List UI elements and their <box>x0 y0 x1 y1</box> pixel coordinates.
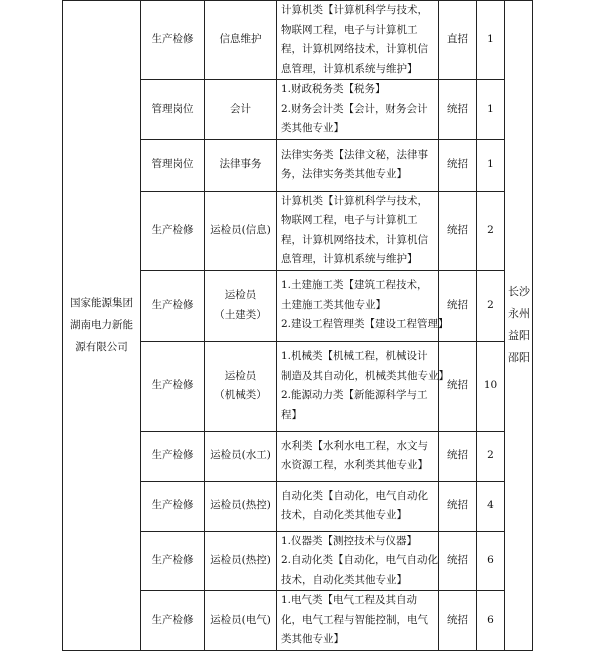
requirement-cell <box>277 481 439 531</box>
text-line: 息管理，计算机系统与维护】 <box>281 253 418 265</box>
text-line: 程，计算机网络技术，计算机信 <box>281 43 428 55</box>
position-cell <box>205 431 277 481</box>
text-line: 永州 <box>508 307 530 321</box>
count-cell: 2 <box>477 191 505 270</box>
text-line: 长沙 <box>508 285 530 299</box>
text-line: 1.财政税务类【税务】 <box>281 83 386 95</box>
category-cell: 生产检修 <box>141 1 205 80</box>
text-line: 物联网工程，电子与计算机工 <box>281 23 418 36</box>
requirement-cell <box>277 341 449 431</box>
count-cell: 4 <box>477 481 505 531</box>
count-cell: 10 <box>477 341 505 431</box>
text-line: （土建类） <box>214 308 267 321</box>
method-cell: 统招 <box>439 270 477 341</box>
text-line: 水利类【水利水电工程，水文与 <box>281 439 428 452</box>
text-line: 运检员(水工) <box>210 449 271 462</box>
recruitment-table <box>62 0 533 651</box>
position-cell <box>205 80 277 140</box>
text-line: 国家能源集团 <box>70 297 133 310</box>
position-cell <box>205 591 277 651</box>
count-cell: 1 <box>477 80 505 140</box>
category-cell: 管理岗位 <box>141 139 205 191</box>
text-line: 1.电气类【电气工程及其自动 <box>281 594 418 606</box>
text-line: 计算机类【计算机科学与技术， <box>281 4 428 16</box>
category-cell: 生产检修 <box>141 481 205 531</box>
category-cell: 生产检修 <box>141 341 205 431</box>
position-cell <box>205 1 277 80</box>
method-cell: 统招 <box>439 431 477 481</box>
requirement-cell <box>277 139 439 191</box>
text-line: 类其他专业】 <box>281 633 344 645</box>
category-cell: 生产检修 <box>141 191 205 270</box>
requirement-cell <box>277 191 439 270</box>
text-line: 2.能源动力类【新能源科学与工 <box>281 389 428 401</box>
text-line: 类其他专业】 <box>281 122 344 134</box>
text-line: 程，计算机网络技术，计算机信 <box>281 233 428 246</box>
location-cell <box>505 1 533 651</box>
text-line: 1.土建施工类【建筑工程技术， <box>281 279 428 292</box>
count-cell: 2 <box>477 431 505 481</box>
method-cell: 统招 <box>439 481 477 531</box>
text-line: 2.自动化类【自动化，电气自动化 <box>281 554 439 566</box>
count-cell: 1 <box>477 139 505 191</box>
text-line: 2.财务会计类【会计，财务会计 <box>281 102 428 115</box>
category-cell: 生产检修 <box>141 431 205 481</box>
text-line: 运检员(热控) <box>210 554 271 566</box>
company-cell <box>63 1 141 651</box>
count-cell: 6 <box>477 591 505 651</box>
method-cell: 统招 <box>439 139 477 191</box>
category-cell: 生产检修 <box>141 591 205 651</box>
text-line: 物联网工程，电子与计算机工 <box>281 214 418 226</box>
method-cell: 统招 <box>439 531 477 591</box>
text-line: 益阳 <box>508 329 530 343</box>
table-row <box>63 1 533 80</box>
method-cell: 直招 <box>439 1 477 80</box>
text-line: 程】 <box>281 408 302 421</box>
category-cell: 管理岗位 <box>141 80 205 140</box>
text-line: 务，法律实务类其他专业】 <box>281 168 407 180</box>
text-line: 法律事务 <box>219 158 262 171</box>
method-cell: 统招 <box>439 341 477 431</box>
position-cell <box>205 481 277 531</box>
text-line: （机械类） <box>214 389 267 401</box>
text-line: 运检员(热控) <box>210 499 271 512</box>
position-cell <box>205 191 277 270</box>
text-line: 运检员(电气) <box>210 613 271 626</box>
text-line: 自动化类【自动化，电气自动化 <box>281 489 428 502</box>
text-line: 水资源工程，水利类其他专业】 <box>281 459 428 471</box>
requirement-cell <box>277 80 439 140</box>
text-line: 土建施工类其他专业】 <box>281 298 386 311</box>
requirement-cell <box>277 591 439 651</box>
text-line: 运检员 <box>224 289 257 301</box>
text-line: 制造及其自动化，机械类其他专业】 <box>281 369 449 382</box>
position-cell <box>205 270 277 341</box>
text-line: 邵阳 <box>508 351 530 365</box>
requirement-cell <box>277 431 439 481</box>
method-cell: 统招 <box>439 191 477 270</box>
text-line: 信息维护 <box>219 33 262 46</box>
text-line: 会计 <box>230 102 251 115</box>
text-line: 法律实务类【法律文秘，法律事 <box>281 148 428 161</box>
requirement-cell <box>277 1 439 80</box>
text-line: 化，电气工程与智能控制，电气 <box>281 613 428 626</box>
position-cell <box>205 531 277 591</box>
category-cell: 生产检修 <box>141 270 205 341</box>
text-line: 计算机类【计算机科学与技术， <box>281 194 428 207</box>
count-cell: 6 <box>477 531 505 591</box>
text-line: 技术，自动化类其他专业】 <box>281 573 407 586</box>
text-line: 湖南电力新能 <box>70 319 133 332</box>
text-line: 源有限公司 <box>75 341 128 354</box>
text-line: 运检员(信息) <box>210 223 271 236</box>
category-cell: 生产检修 <box>141 531 205 591</box>
position-cell <box>205 139 277 191</box>
method-cell: 统招 <box>439 591 477 651</box>
count-cell: 2 <box>477 270 505 341</box>
requirement-cell <box>277 531 439 591</box>
method-cell: 统招 <box>439 80 477 140</box>
text-line: 运检员 <box>224 369 257 382</box>
text-line: 息管理，计算机系统与维护】 <box>281 62 418 75</box>
text-line: 2.建设工程管理类【建设工程管理】 <box>281 318 449 331</box>
position-cell <box>205 341 277 431</box>
requirement-cell <box>277 270 449 341</box>
count-cell: 1 <box>477 1 505 80</box>
text-line: 1.仪器类【测控技术与仪器】 <box>281 534 418 547</box>
text-line: 1.机械类【机械工程，机械设计 <box>281 350 428 362</box>
text-line: 技术，自动化类其他专业】 <box>281 509 407 521</box>
